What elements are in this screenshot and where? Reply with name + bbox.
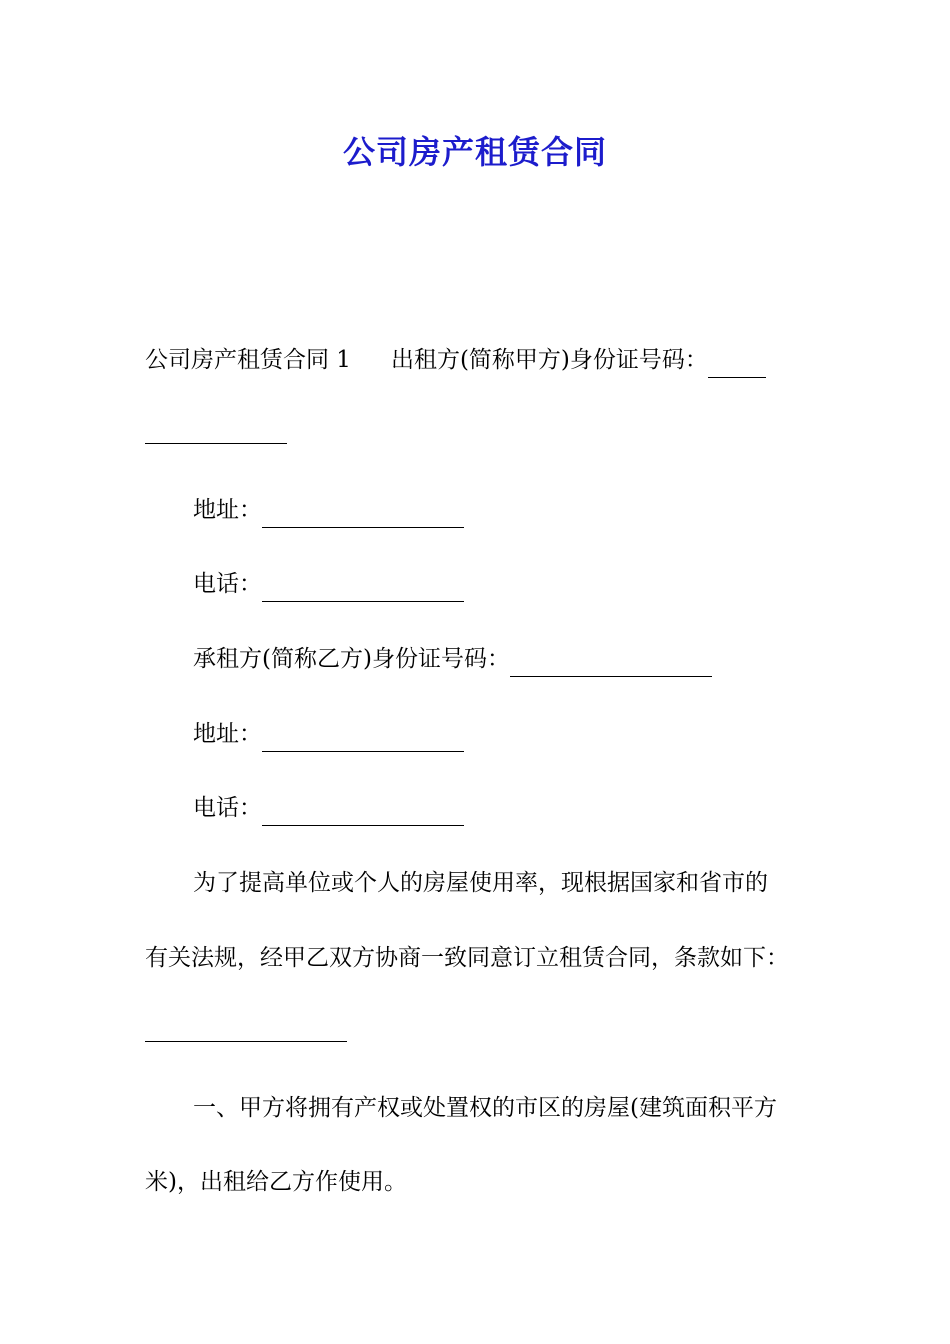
intro-paragraph-line-2: 有关法规，经甲乙双方协商一致同意订立租赁合同，条款如下： [145, 945, 789, 971]
lessor-phone-blank [262, 575, 464, 602]
lessor-address-label: 地址： [193, 497, 262, 523]
lessee-phone-label: 电话： [193, 795, 262, 821]
lessee-address-blank [262, 725, 464, 752]
intro-paragraph-line-1: 为了提高单位或个人的房屋使用率，现根据国家和省市的 [193, 870, 768, 896]
document-title: 公司房产租赁合同 [342, 133, 607, 171]
intro-blank [145, 1040, 347, 1042]
lessee-address-line [193, 716, 464, 752]
lessor-id-label: 出租方(简称甲方)身份证号码： [390, 347, 708, 373]
lessee-id-label: 承租方(简称乙方)身份证号码： [193, 646, 510, 672]
contract-number-label: 公司房产租赁合同 1 [145, 347, 351, 373]
lessee-phone-line [193, 790, 464, 826]
header-line [145, 342, 766, 378]
lessee-id-blank [510, 650, 712, 677]
lessor-address-line [193, 492, 464, 528]
clause-1-line-2: 米)，出租给乙方作使用。 [145, 1169, 407, 1195]
clause-1-line-1: 一、甲方将拥有产权或处置权的市区的房屋(建筑面积平方 [193, 1095, 777, 1121]
lessor-phone-label: 电话： [193, 571, 262, 597]
lessee-address-label: 地址： [193, 721, 262, 747]
lessor-id-blank [708, 351, 766, 378]
lessee-id-line [193, 641, 712, 677]
lessor-id-blank-continued [145, 442, 287, 444]
lessor-address-blank [262, 501, 464, 528]
lessee-phone-blank [262, 799, 464, 826]
lessor-phone-line [193, 566, 464, 602]
